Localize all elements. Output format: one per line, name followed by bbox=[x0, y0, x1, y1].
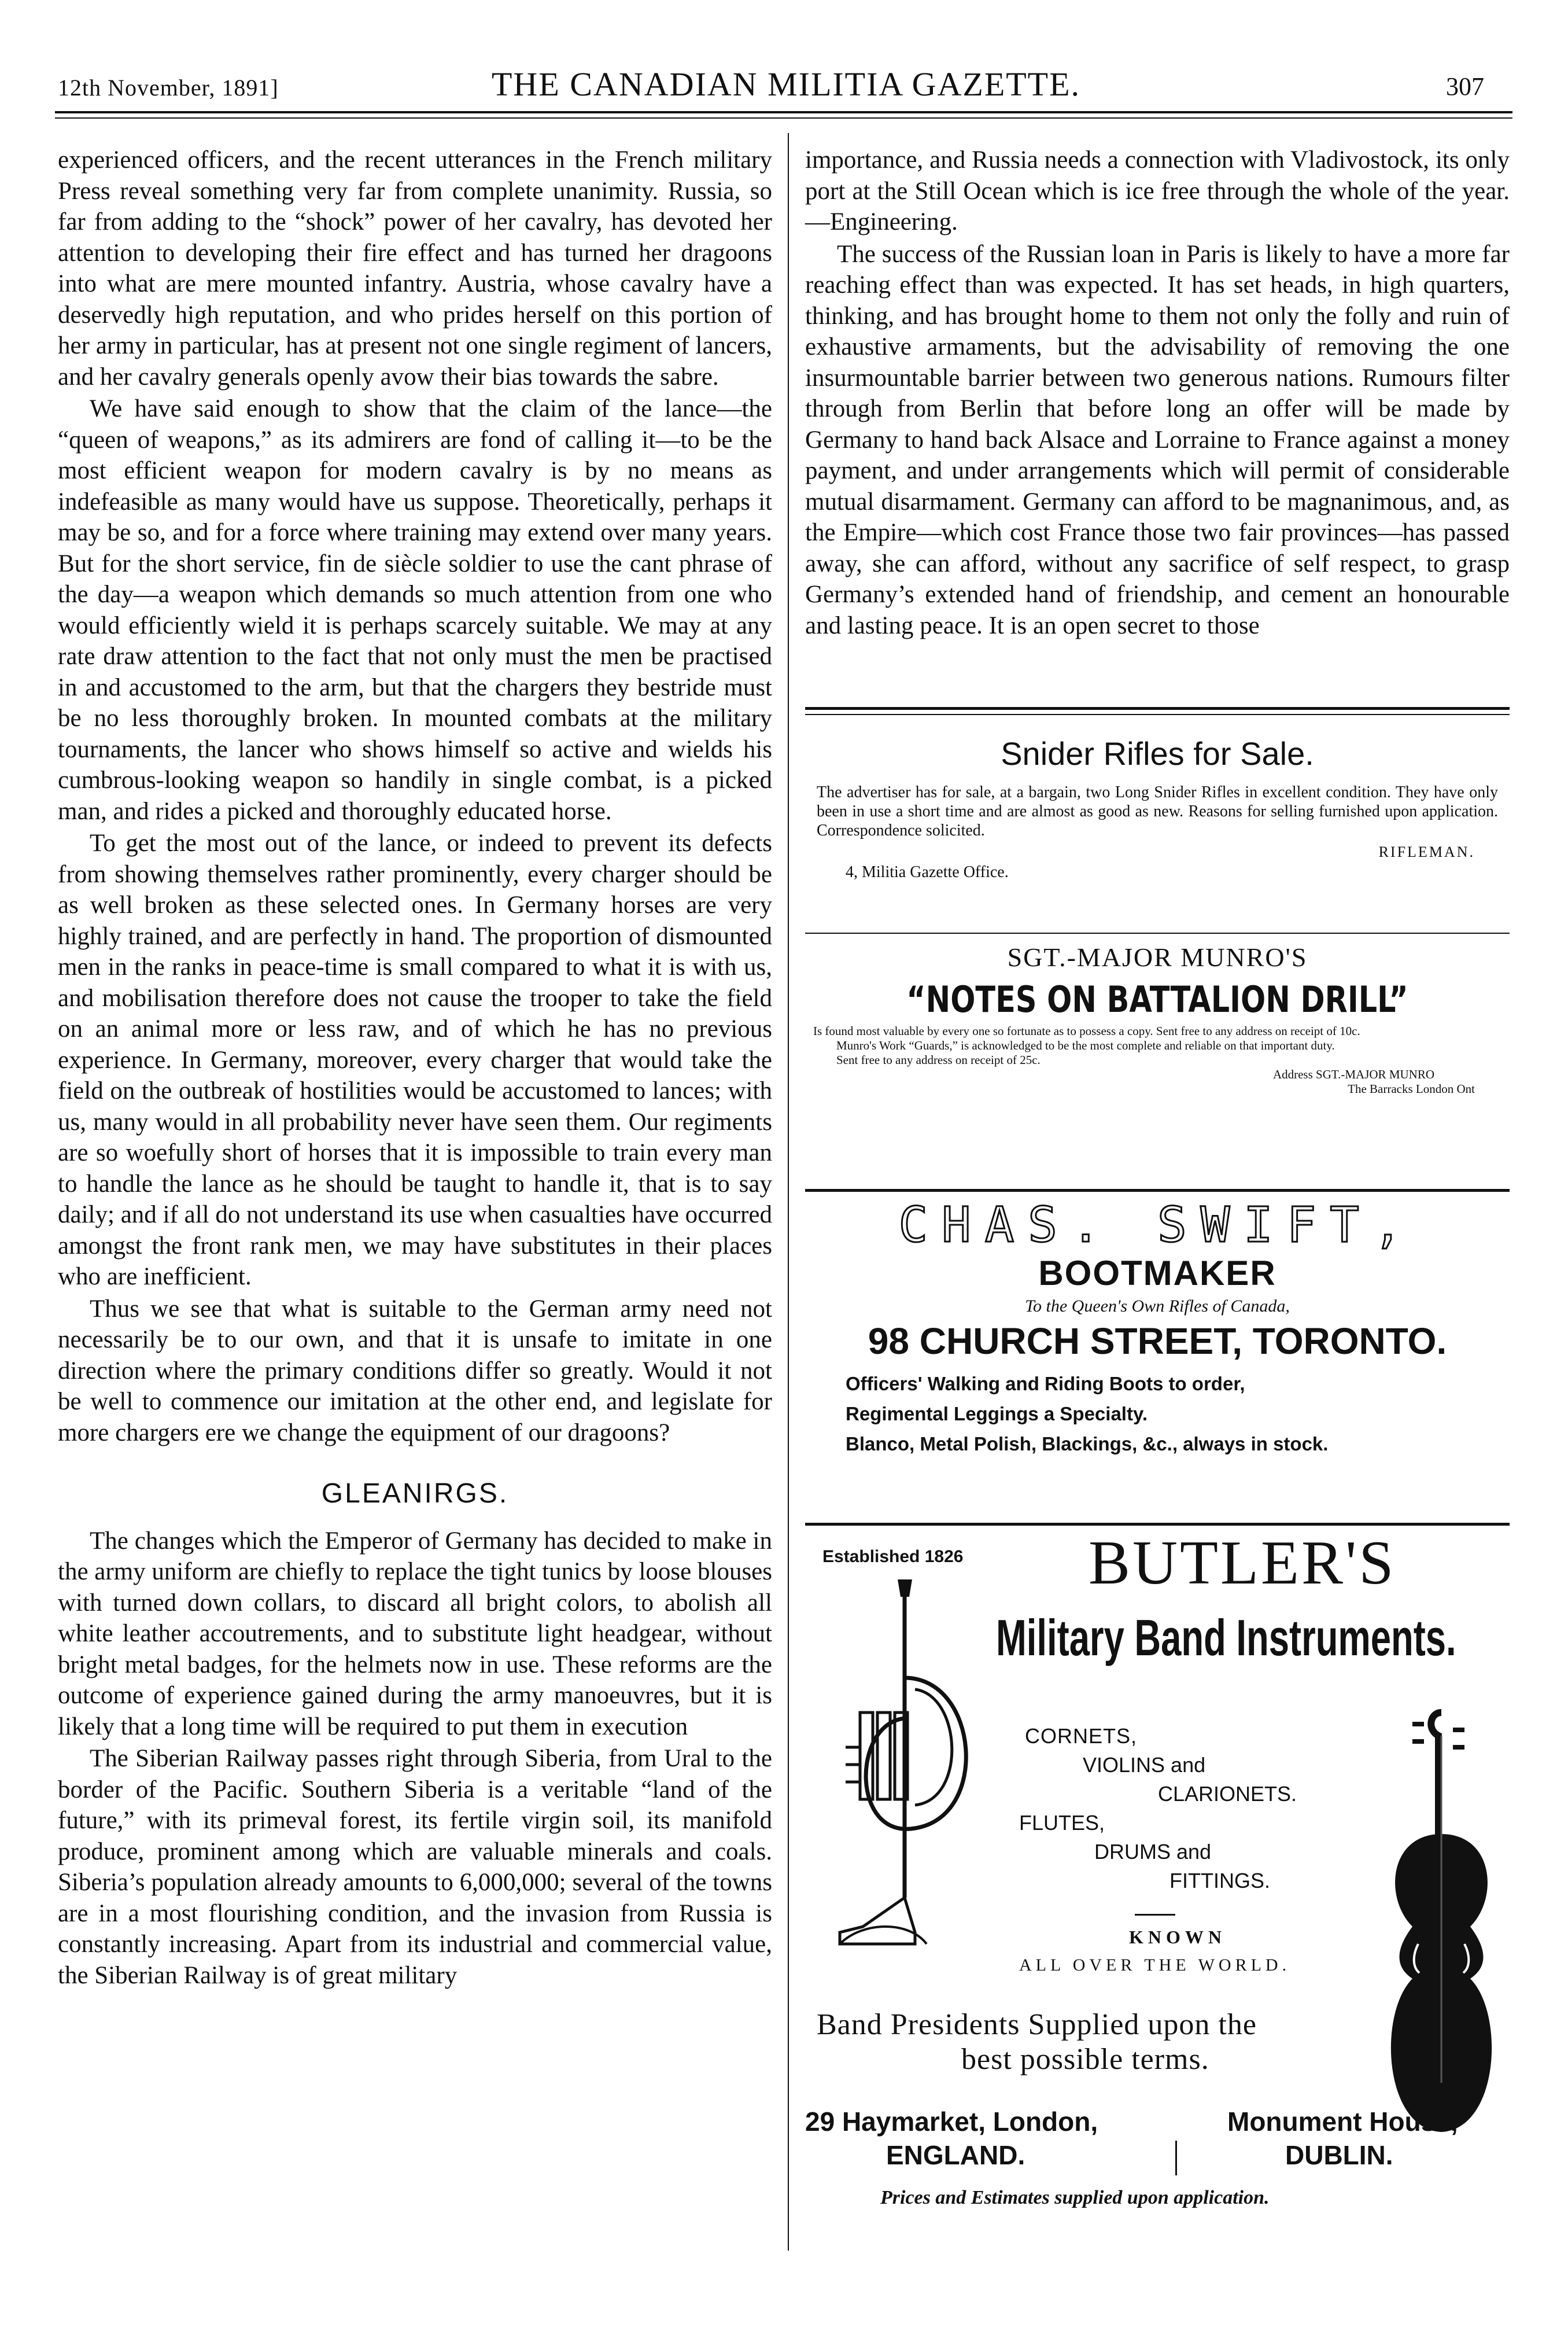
butler-item-drums: DRUMS and bbox=[1094, 1840, 1212, 1864]
ad-divider bbox=[805, 1523, 1510, 1526]
butler-headline: Military Band Instruments. bbox=[996, 1609, 1456, 1666]
article-paragraph: The success of the Russian loan in Paris is likely to have a more far reaching effect than was expected. It has set heads, in high quarters, thinking, and has brought home to them not only the folly and ruin of exhaustive armaments, but the advisability of removing the one insurmountable barrier between two generous nations. Rumours filter through from Berlin that before long an offer will be made by Germany to hand back Alsace and Lorraine to France against a money payment, and under arrangements which will permit of considerable mutual disarmament. Germany can afford to be magnanimous, and, as the Empire—which cost France those two fair provinces—has passed away, she can afford, without any sacrifice of self respect, to grasp Germany’s extended hand of friendship, and cement an honourable and lasting peace. It is an open secret to those bbox=[805, 240, 1510, 639]
munro-ad-address2: The Barracks London Ont bbox=[1348, 1082, 1475, 1096]
butler-band-line2: best possible terms. bbox=[961, 2043, 1209, 2076]
article-paragraph: We have said enough to show that the claim of the lance—the “queen of weapons,” as its admirers are fond of calling it—to be the most efficient weapon for modern cavalry is by no means as indefeasible as many would have us suppose. Theoretically, perhaps it may be so, and for a force where training may extend over many years. But for the short service, fin de siècle soldier to use the cant phrase of the day—a weapon which demands so much attention from one who would efficiently wield it is perhaps scarcely suitable. We may at any rate draw attention to the fact that not only must the men be practised in and accustomed to the arm, but that the chargers they bestride must be no less thoroughly broken. In mounted combats at the military tournaments, the lancer who shows himself so active and wields his cumbrous-looking weapon so handily in single combat, is a picked man, and rides a picked and thoroughly educated horse. bbox=[58, 395, 772, 825]
header-rule-top bbox=[55, 111, 1512, 113]
butler-item-violins: VIOLINS and bbox=[1083, 1753, 1206, 1777]
snider-ad-body: The advertiser has for sale, at a bargain, two Long Snider Rifles in excellent condition. They have only been in use a short time and are almost as good as new. Reasons for selling furnished upon application. Correspondence solicited. bbox=[817, 783, 1498, 839]
cornet-illustration bbox=[828, 1574, 1002, 1950]
munro-ad-line3: Sent free to any address on receipt of 25c. bbox=[836, 1053, 1041, 1067]
article-paragraph: To get the most out of the lance, or indeed to prevent its defects from showing themselves rather prominently, every charger should be as well broken as these selected ones. In Germany horses are very highly trained, and are perfectly in hand. The proportion of dismounted men in the ranks in peace-time is small compared to what it is with us, and mobilisation therefore does not cause the trooper to take the field on an animal more or less raw, and of which he has no previous experience. In Germany, moreover, every charger that would take the field on the outbreak of hostilities would be accustomed to lances; with us, many would in all probability never have seen them. Our regiments are so woefully short of horses that it is impossible to train every man to handle the lance as he should be taught to handle it, that is to say daily; and if all do not understand its use when casualties have occurred amongst the front rank men, we may have substitutes in their places who are inefficient. bbox=[58, 830, 772, 1290]
butler-address-left-2: ENGLAND. bbox=[886, 2140, 1025, 2170]
butler-known-world: ALL OVER THE WORLD. bbox=[1019, 1956, 1291, 1975]
gleanings-paragraph: The changes which the Emperor of Germany has decided to make in the army uniform are chiefly to replace the tight tunics by loose blouses with turned down collars, to discard all bright colors, to abolish all white leather accoutrements, and to substitute light headgear, without bright metal badges, for the helmets now in use. These reforms are the outcome of experience gained during the army manoeuvres, but it is likely that a long time will be required to put them in execution bbox=[58, 1527, 772, 1740]
munro-ad-address1: Address SGT.-MAJOR MUNRO bbox=[1272, 1067, 1434, 1081]
butler-address-divider bbox=[1175, 2141, 1177, 2175]
header-title: THE CANADIAN MILITIA GAZETTE. bbox=[492, 65, 1081, 103]
swift-ad-line1: Officers' Walking and Riding Boots to order, bbox=[846, 1373, 1245, 1394]
violin-illustration bbox=[1378, 1701, 1505, 2141]
swift-ad-patron: To the Queen's Own Rifles of Canada, bbox=[1025, 1297, 1290, 1316]
page-number: 307 bbox=[1446, 72, 1484, 101]
butler-footer: Prices and Estimates supplied upon application. bbox=[880, 2187, 1270, 2208]
ad-divider bbox=[805, 933, 1510, 934]
article-paragraph: experienced officers, and the recent utterances in the French military Press reveal something very far from complete unanimity. Russia, so far from adding to the “shock” power of her cavalry, has devoted her attention to developing their fire effect and has turned her dragoons into what are mere mounted infantry. Austria, whose cavalry have a deservedly high reputation, and who prides herself on this portion of her army in particular, has at present not one single regiment of lancers, and her cavalry generals openly avow their bias towards the sabre. bbox=[58, 146, 772, 391]
butler-band-line1: Band Presidents Supplied upon the bbox=[817, 2008, 1257, 2041]
butler-item-flutes: FLUTES, bbox=[1019, 1811, 1105, 1835]
swift-ad-street: 98 CHURCH STREET, TORONTO. bbox=[868, 1320, 1447, 1362]
ad-divider bbox=[805, 1189, 1510, 1192]
butler-address-right-1: Monument House, bbox=[1227, 2107, 1458, 2137]
butler-item-fittings: FITTINGS. bbox=[1169, 1869, 1270, 1892]
swift-ad-trade: BOOTMAKER bbox=[1038, 1254, 1276, 1292]
ad-rule-top-thin bbox=[805, 714, 1510, 715]
header-date: 12th November, 1891] bbox=[58, 75, 279, 101]
munro-ad-line1: Is found most valuable by every one so fortunate as to possess a copy. Sent free to any address on receipt of 10c. bbox=[813, 1024, 1360, 1038]
right-column bbox=[805, 145, 1510, 642]
butler-instruments-ad bbox=[805, 1527, 1510, 2251]
butler-address-left-1: 29 Haymarket, London, bbox=[805, 2107, 1098, 2137]
snider-ad-address: 4, Militia Gazette Office. bbox=[846, 863, 1009, 881]
snider-ad-signature: RIFLEMAN. bbox=[1378, 844, 1475, 860]
munro-ad-title: SGT.-MAJOR MUNRO'S bbox=[1007, 942, 1308, 972]
butler-item-cornets: CORNETS, bbox=[1025, 1724, 1138, 1748]
left-column bbox=[58, 145, 772, 1992]
munro-drill-ad bbox=[805, 942, 1510, 1096]
munro-ad-subtitle: “NOTES ON BATTALION DRILL” bbox=[906, 978, 1408, 1021]
snider-rifles-ad bbox=[805, 735, 1510, 882]
swift-ad-line3: Blanco, Metal Polish, Blackings, &c., always in stock. bbox=[846, 1433, 1329, 1454]
ad-rule-top bbox=[805, 707, 1510, 710]
butler-established: Established 1826 bbox=[822, 1547, 964, 1566]
butler-short-rule bbox=[1135, 1914, 1175, 1916]
snider-ad-title: Snider Rifles for Sale. bbox=[1001, 735, 1314, 772]
swift-ad-line2: Regimental Leggings a Specialty. bbox=[846, 1403, 1148, 1424]
article-paragraph: importance, and Russia needs a connection with Vladivostock, its only port at the Still Ocean which is ice free through the whole of the year.—Engineering. bbox=[805, 146, 1510, 235]
butler-item-clarionets: CLARIONETS. bbox=[1158, 1782, 1297, 1806]
munro-ad-line2: Munro's Work “Guards,” is acknowledged to be the most complete and reliable on that important duty. bbox=[836, 1039, 1335, 1052]
column-divider bbox=[788, 133, 789, 2251]
section-title: GLEANIRGS. bbox=[321, 1478, 509, 1509]
header-rule-bottom bbox=[55, 117, 1512, 119]
butler-address-right-2: DUBLIN. bbox=[1285, 2140, 1393, 2170]
gleanings-paragraph: The Siberian Railway passes right through Siberia, from Ural to the border of the Pacific. Southern Siberia is a veritable “land of the future,” with its primeval forest, its fertile virgin soil, its manifold produce, prominent among which are valuable minerals and coals. Siberia’s population already amounts to 6,000,000; several of the towns are in a most flourishing condition, and the invasion from Russia is constantly increasing. Apart from its industrial and commercial value, the Siberian Railway is of great military bbox=[58, 1745, 772, 1989]
butler-known: KNOWN bbox=[1129, 1927, 1226, 1947]
swift-ad-name: CHAS. SWIFT, bbox=[898, 1196, 1416, 1253]
article-paragraph: Thus we see that what is suitable to the German army need not necessarily be to our own, and that it is unsafe to imitate in one direction where the primary conditions differ so greatly. Would it not be well to commence our imitation at the other end, and legislate for more chargers ere we change the equipment of our dragoons? bbox=[58, 1295, 772, 1446]
swift-bootmaker-ad bbox=[805, 1196, 1510, 1455]
butler-name: BUTLER'S bbox=[1089, 1529, 1396, 1597]
